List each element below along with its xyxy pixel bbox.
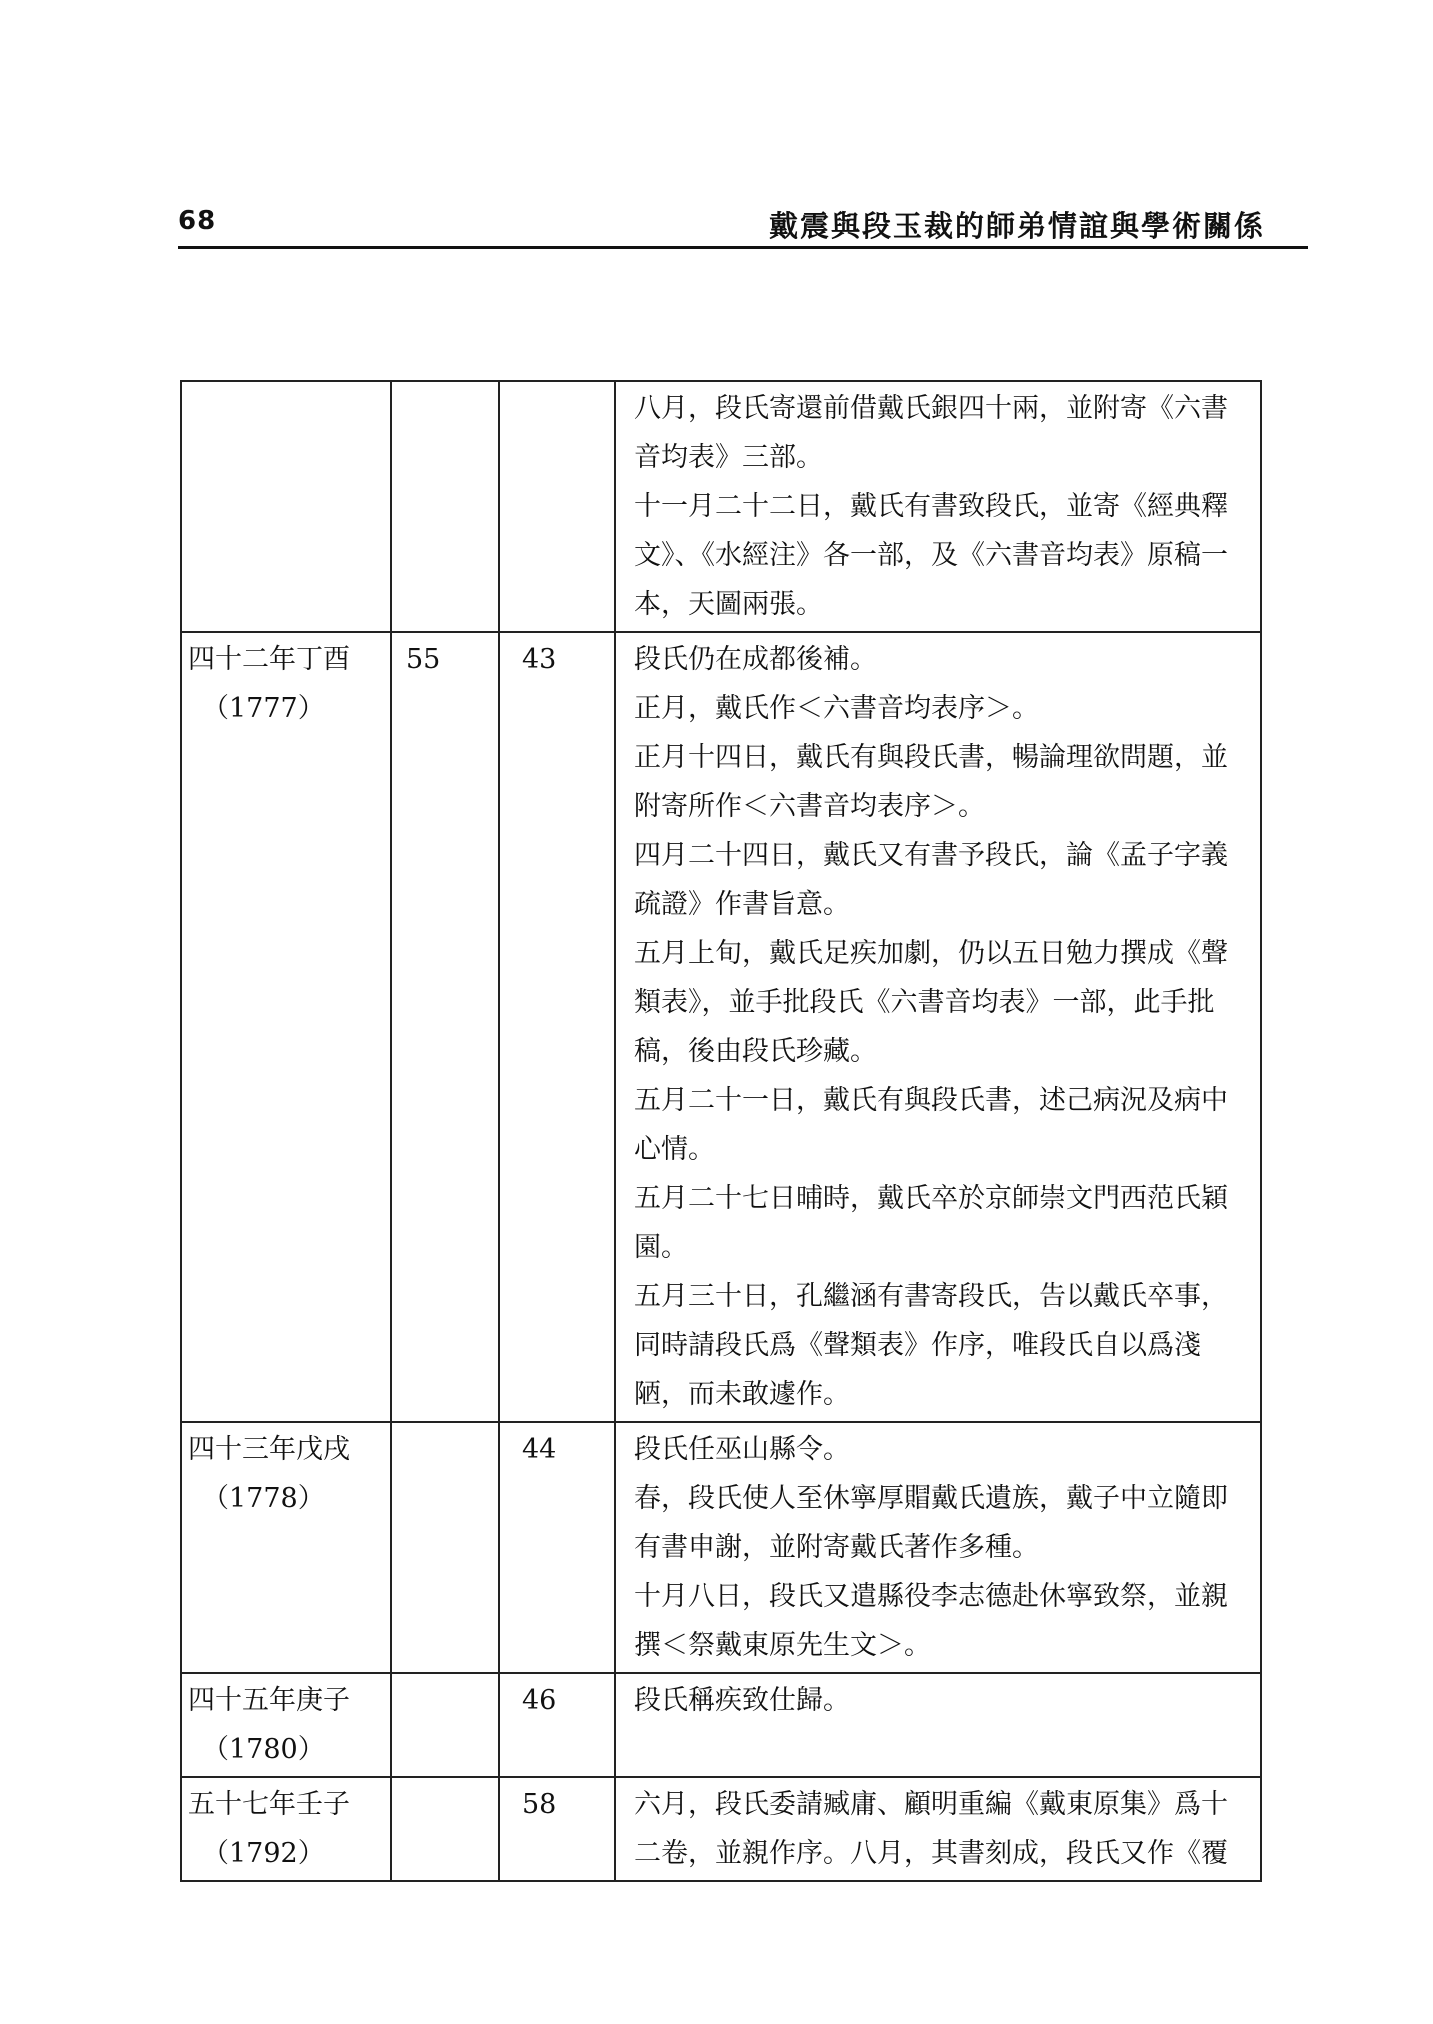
table-row — [181, 632, 1261, 1422]
event-entry: 四月二十四日，戴氏又有書予段氏，論《孟子字義疏證》作書旨意。 — [634, 840, 1228, 920]
year-ad: （1780） — [202, 1734, 325, 1765]
running-title: 戴震與段玉裁的師弟情誼與學術關係 — [768, 209, 1265, 243]
age-dai-cell — [391, 381, 499, 632]
age-duan-cell — [499, 381, 615, 632]
year-label: 四十五年庚子 — [188, 1685, 350, 1716]
event-entry: 春，段氏使人至休寧厚賵戴氏遺族，戴子中立隨即有書申謝，並附寄戴氏著作多種。 — [634, 1483, 1228, 1563]
event-entry: 段氏任巫山縣令。 — [634, 1434, 850, 1465]
event-entry: 五月二十七日晡時，戴氏卒於京師崇文門西范氏穎園。 — [634, 1183, 1228, 1263]
year-ad: （1792） — [202, 1838, 325, 1869]
year-cell — [181, 632, 391, 1422]
events-cell — [615, 1777, 1261, 1881]
year-label: 五十七年壬子 — [188, 1789, 350, 1820]
year-cell — [181, 1673, 391, 1777]
chronology-table — [180, 380, 1262, 1882]
event-entry: 五月三十日，孔繼涵有書寄段氏，告以戴氏卒事，同時請段氏爲《聲類表》作序，唯段氏自以爲淺陋，而未敢遽作。 — [634, 1281, 1228, 1410]
age-duan-cell: 43 — [499, 632, 615, 1422]
header-rule — [178, 246, 1308, 249]
age-dai-cell — [391, 1777, 499, 1881]
table-row — [181, 1673, 1261, 1777]
events-cell — [615, 1673, 1261, 1777]
year-cell — [181, 1422, 391, 1673]
events-cell — [615, 632, 1261, 1422]
event-entry: 五月二十一日，戴氏有與段氏書，述己病況及病中心情。 — [634, 1085, 1228, 1165]
event-entry: 段氏稱疾致仕歸。 — [634, 1685, 850, 1716]
events-cell — [615, 381, 1261, 632]
event-entry: 十一月二十二日，戴氏有書致段氏，並寄《經典釋文》、《水經注》各一部，及《六書音均表》原稿一本，天圖兩張。 — [634, 491, 1228, 620]
year-label: 四十三年戊戌 — [188, 1434, 350, 1465]
age-duan-cell: 44 — [499, 1422, 615, 1673]
event-entry: 正月十四日，戴氏有與段氏書，暢論理欲問題，並附寄所作＜六書音均表序＞。 — [634, 742, 1228, 822]
event-entry: 六月，段氏委請臧庸、顧明重編《戴東原集》爲十二卷，並親作序。八月，其書刻成，段氏又作《覆 — [634, 1789, 1228, 1869]
table-row — [181, 1777, 1261, 1881]
year-ad: （1777） — [202, 693, 325, 724]
table-row — [181, 1422, 1261, 1673]
age-duan-cell: 46 — [499, 1673, 615, 1777]
event-entry: 正月，戴氏作＜六書音均表序＞。 — [634, 693, 1039, 724]
age-dai-cell — [391, 1422, 499, 1673]
event-entry: 十月八日，段氏又遣縣役李志德赴休寧致祭，並親撰＜祭戴東原先生文＞。 — [634, 1581, 1228, 1661]
table-row — [181, 381, 1261, 632]
year-cell — [181, 1777, 391, 1881]
year-ad: （1778） — [202, 1483, 325, 1514]
event-entry: 八月，段氏寄還前借戴氏銀四十兩，並附寄《六書音均表》三部。 — [634, 393, 1228, 473]
year-label: 四十二年丁酉 — [188, 644, 350, 675]
page-number: 68 — [178, 206, 217, 236]
event-entry: 段氏仍在成都後補。 — [634, 644, 877, 675]
year-cell — [181, 381, 391, 632]
event-entry: 五月上旬，戴氏足疾加劇，仍以五日勉力撰成《聲類表》，並手批段氏《六書音均表》一部，此手批稿，後由段氏珍藏。 — [634, 938, 1228, 1067]
age-duan-cell: 58 — [499, 1777, 615, 1881]
age-dai-cell: 55 — [391, 632, 499, 1422]
events-cell — [615, 1422, 1261, 1673]
age-dai-cell — [391, 1673, 499, 1777]
